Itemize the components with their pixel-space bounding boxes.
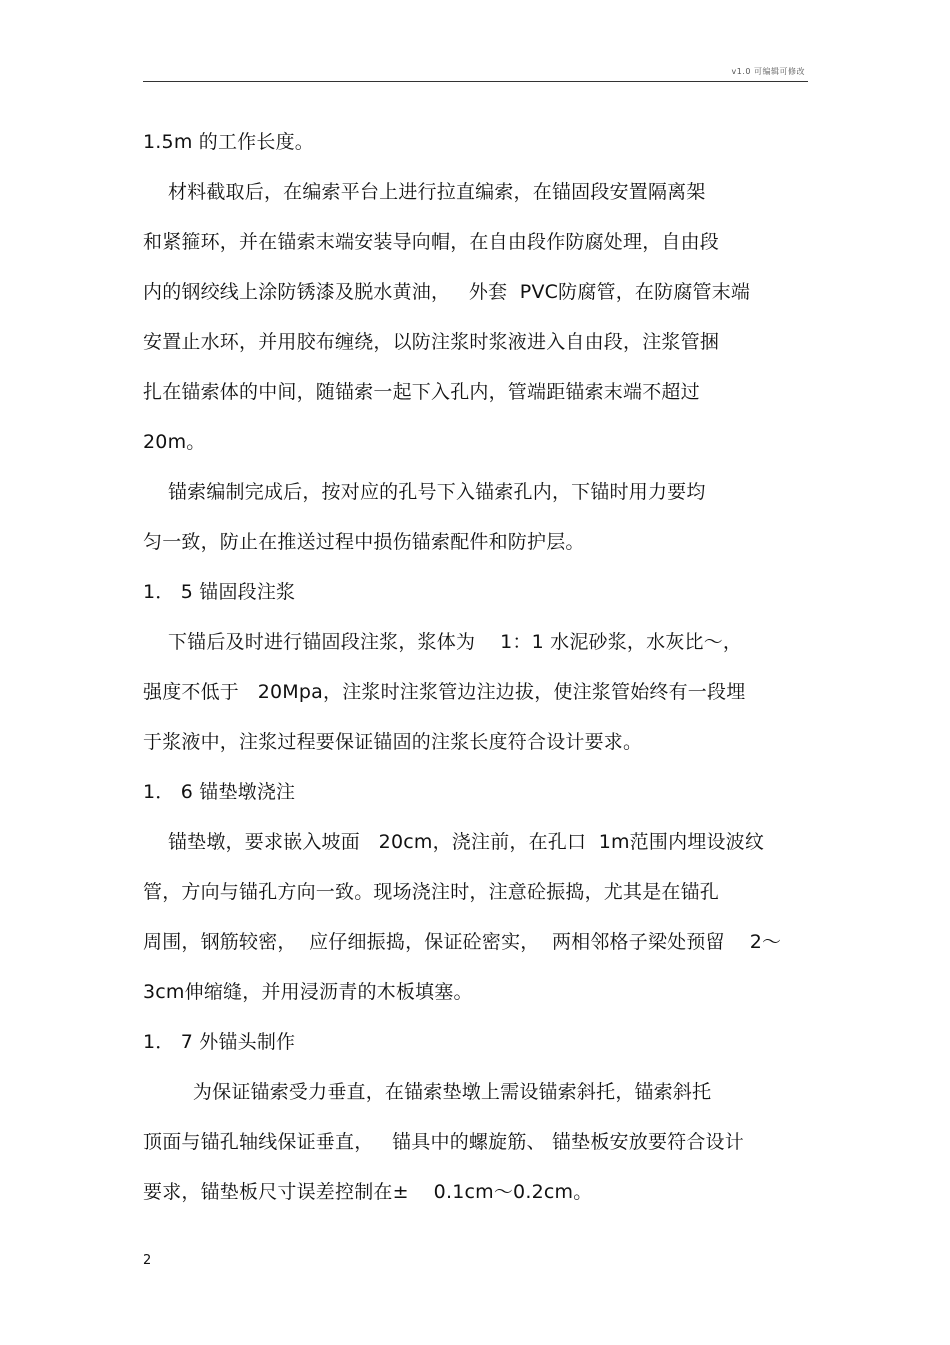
body-line: 材料截取后，在编索平台上进行拉直编索，在锚固段安置隔离架 xyxy=(143,181,706,203)
body-line: 要求，锚垫板尺寸误差控制在± 0.1cm～0.2cm。 xyxy=(143,1181,593,1203)
body-line: 于浆液中，注浆过程要保证锚固的注浆长度符合设计要求。 xyxy=(143,731,643,753)
header-rule xyxy=(143,81,808,82)
body-line: 安置止水环，并用胶布缠绕，以防注浆时浆液进入自由段，注浆管捆 xyxy=(143,331,720,353)
body-line: 周围，钢筋较密， 应仔细振捣，保证砼密实， 两相邻格子梁处预留 2～ xyxy=(143,931,782,953)
body-line: 匀一致，防止在推送过程中损伤锚索配件和防护层。 xyxy=(143,531,585,553)
body-line: 和紧箍环，并在锚索末端安装导向帽，在自由段作防腐处理，自由段 xyxy=(143,231,720,253)
body-line: 3cm伸缩缝，并用浸沥青的木板填塞。 xyxy=(143,981,473,1003)
body-line: 管，方向与锚孔方向一致。现场浇注时，注意砼振捣，尤其是在锚孔 xyxy=(143,881,720,903)
body-line: 内的钢绞线上涂防锈漆及脱水黄油， 外套 PVC防腐管，在防腐管末端 xyxy=(143,281,751,303)
body-line: 1.5m 的工作长度。 xyxy=(143,131,314,153)
body-line: 锚垫墩，要求嵌入坡面 20cm，浇注前，在孔口 1m范围内埋设波纹 xyxy=(143,831,765,853)
section-heading: 1． 7 外锚头制作 xyxy=(143,1031,296,1053)
body-line: 扎在锚索体的中间，随锚索一起下入孔内，管端距锚索末端不超过 xyxy=(143,381,700,403)
body-line: 顶面与锚孔轴线保证垂直， 锚具中的螺旋筋、 锚垫板安放要符合设计 xyxy=(143,1131,744,1153)
body-line: 下锚后及时进行锚固段注浆，浆体为 1：1 水泥砂浆，水灰比～， xyxy=(143,631,743,653)
body-line: 强度不低于 20Mpa，注浆时注浆管边注边拔，使注浆管始终有一段埋 xyxy=(143,681,746,703)
body-line: 为保证锚索受力垂直，在锚索垫墩上需设锚索斜托，锚索斜托 xyxy=(143,1081,712,1103)
body-line: 锚索编制完成后，按对应的孔号下入锚索孔内，下锚时用力要均 xyxy=(143,481,706,503)
section-heading: 1． 6 锚垫墩浇注 xyxy=(143,781,296,803)
header-version-note: v1.0 可编辑可修改 xyxy=(731,67,805,76)
page-number: 2 xyxy=(143,1253,152,1268)
section-heading: 1． 5 锚固段注浆 xyxy=(143,581,296,603)
body-line: 20m。 xyxy=(143,431,206,453)
